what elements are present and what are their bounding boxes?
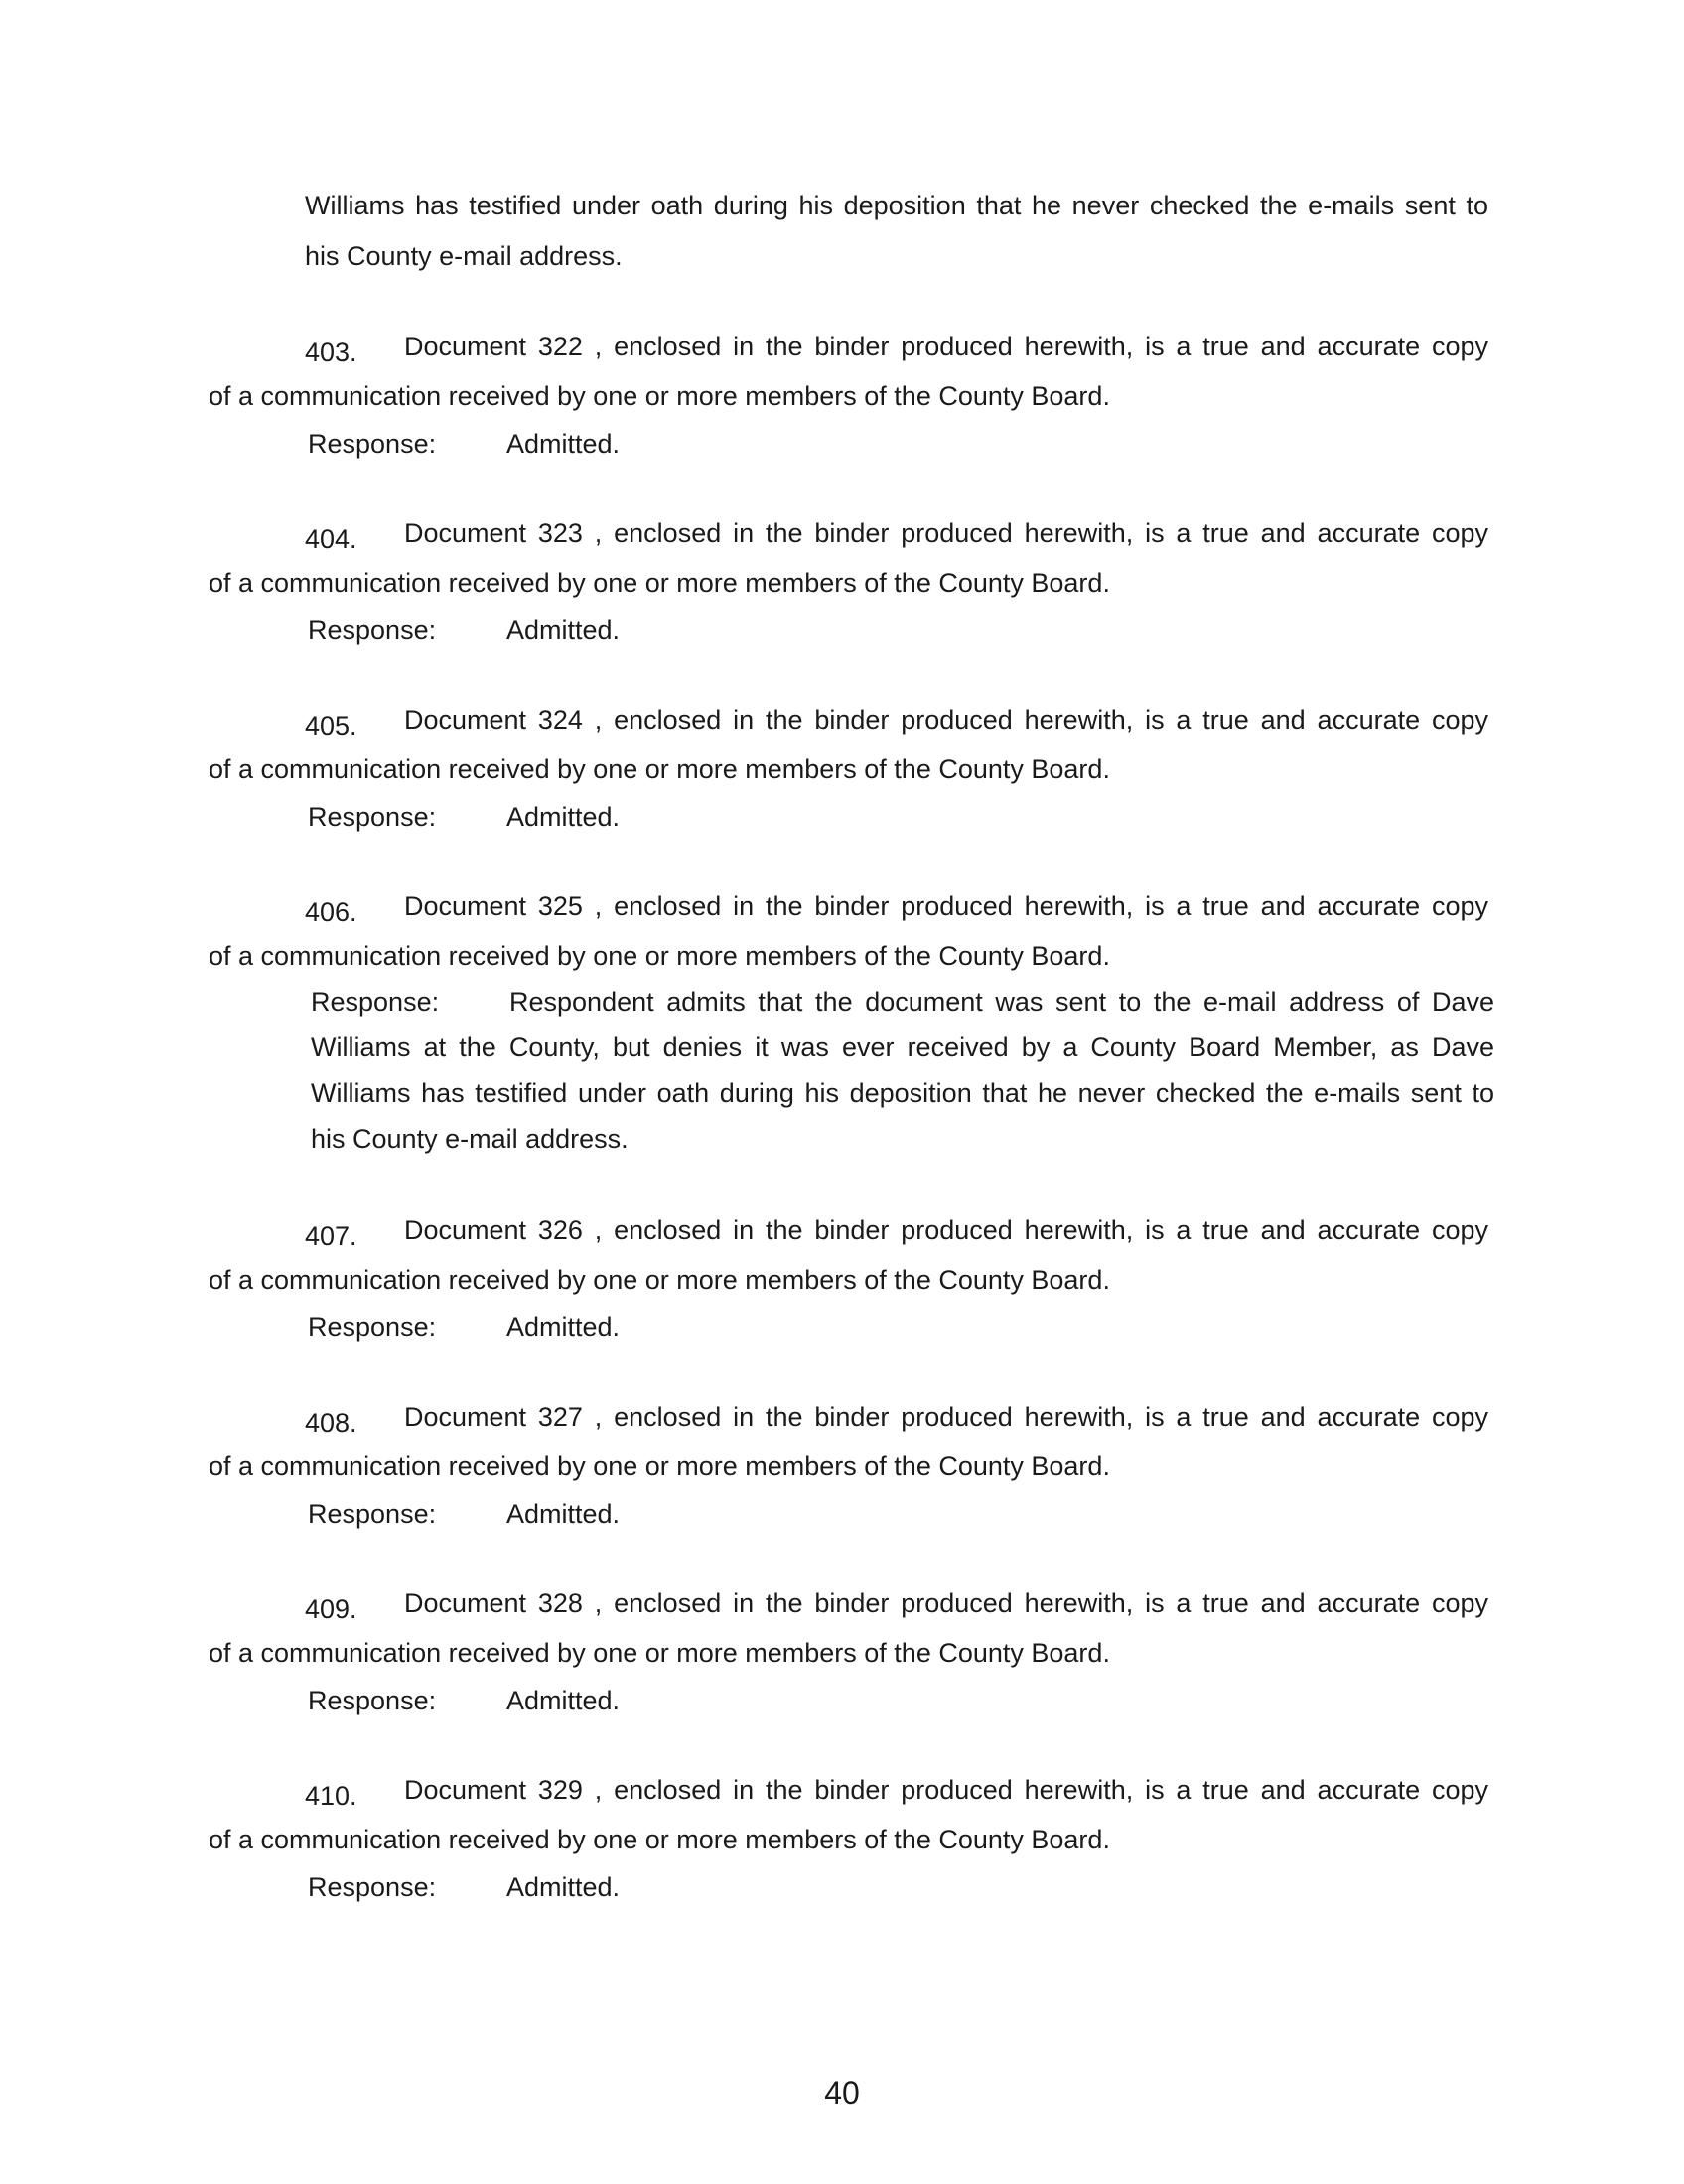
response-label: Response: bbox=[308, 802, 437, 832]
request-text-line-1: Document 324 , enclosed in the binder produced herewith, is a true and accurate copy bbox=[404, 705, 1488, 735]
response-label: Response: bbox=[308, 615, 437, 645]
page-number: 40 bbox=[824, 2075, 860, 2111]
response-text-line-1: Respondent admits that the document was sent to the e-mail address of Dave bbox=[509, 987, 1494, 1017]
response-text-line-3: Williams has testified under oath during his deposition that he never checked the e-mails sent to bbox=[311, 1078, 1494, 1108]
request-text-line-1: Document 325 , enclosed in the binder produced herewith, is a true and accurate copy bbox=[404, 891, 1488, 921]
request-text-line-2: of a communication received by one or more members of the County Board. bbox=[209, 568, 1110, 598]
request-number: 403. bbox=[305, 338, 357, 367]
response-text: Admitted. bbox=[506, 1686, 621, 1715]
continuation-paragraph bbox=[305, 189, 1488, 273]
request-text-line-2: of a communication received by one or more members of the County Board. bbox=[209, 1825, 1110, 1854]
response-label: Response: bbox=[308, 1872, 437, 1902]
request-number: 405. bbox=[305, 711, 357, 741]
request-number: 404. bbox=[305, 524, 357, 554]
request-text-line-2: of a communication received by one or more members of the County Board. bbox=[209, 941, 1110, 971]
response-text: Admitted. bbox=[506, 1872, 621, 1902]
response-text-line-4: his County e-mail address. bbox=[311, 1124, 629, 1154]
request-number: 409. bbox=[305, 1594, 357, 1624]
request-number: 410. bbox=[305, 1781, 357, 1811]
request-text-line-1: Document 328 , enclosed in the binder produced herewith, is a true and accurate copy bbox=[404, 1588, 1488, 1618]
continuation-line-2: his County e-mail address. bbox=[305, 241, 623, 271]
request-number: 407. bbox=[305, 1221, 357, 1251]
response-text-line-2: Williams at the County, but denies it was ever received by a County Board Member, as Dave bbox=[311, 1032, 1494, 1062]
request-text-line-1: Document 323 , enclosed in the binder produced herewith, is a true and accurate copy bbox=[404, 518, 1488, 548]
response-label: Response: bbox=[311, 987, 440, 1017]
response-label: Response: bbox=[308, 429, 437, 459]
request-text-line-2: of a communication received by one or more members of the County Board. bbox=[209, 1638, 1110, 1668]
response-text: Admitted. bbox=[506, 1499, 621, 1529]
request-text-line-1: Document 322 , enclosed in the binder produced herewith, is a true and accurate copy bbox=[404, 332, 1488, 361]
response-text: Admitted. bbox=[506, 615, 621, 645]
request-number: 406. bbox=[305, 897, 357, 927]
response-406 bbox=[311, 979, 1494, 1161]
request-text-line-1: Document 326 , enclosed in the binder produced herewith, is a true and accurate copy bbox=[404, 1215, 1488, 1245]
request-text-line-2: of a communication received by one or more members of the County Board. bbox=[209, 381, 1110, 411]
request-text-line-1: Document 327 , enclosed in the binder produced herewith, is a true and accurate copy bbox=[404, 1402, 1488, 1432]
request-text-line-2: of a communication received by one or more members of the County Board. bbox=[209, 1265, 1110, 1295]
request-text-line-2: of a communication received by one or more members of the County Board. bbox=[209, 754, 1110, 784]
response-label: Response: bbox=[308, 1312, 437, 1342]
response-label: Response: bbox=[308, 1499, 437, 1529]
continuation-line-1: Williams has testified under oath during his deposition that he never checked the e-mails sent to bbox=[305, 191, 1488, 220]
response-text: Admitted. bbox=[506, 802, 621, 832]
request-number: 408. bbox=[305, 1408, 357, 1437]
response-text: Admitted. bbox=[506, 1312, 621, 1342]
response-label: Response: bbox=[308, 1686, 437, 1715]
request-text-line-2: of a communication received by one or more members of the County Board. bbox=[209, 1451, 1110, 1481]
response-text: Admitted. bbox=[506, 429, 621, 459]
request-text-line-1: Document 329 , enclosed in the binder produced herewith, is a true and accurate copy bbox=[404, 1775, 1488, 1805]
response-line-1 bbox=[311, 979, 1494, 1024]
